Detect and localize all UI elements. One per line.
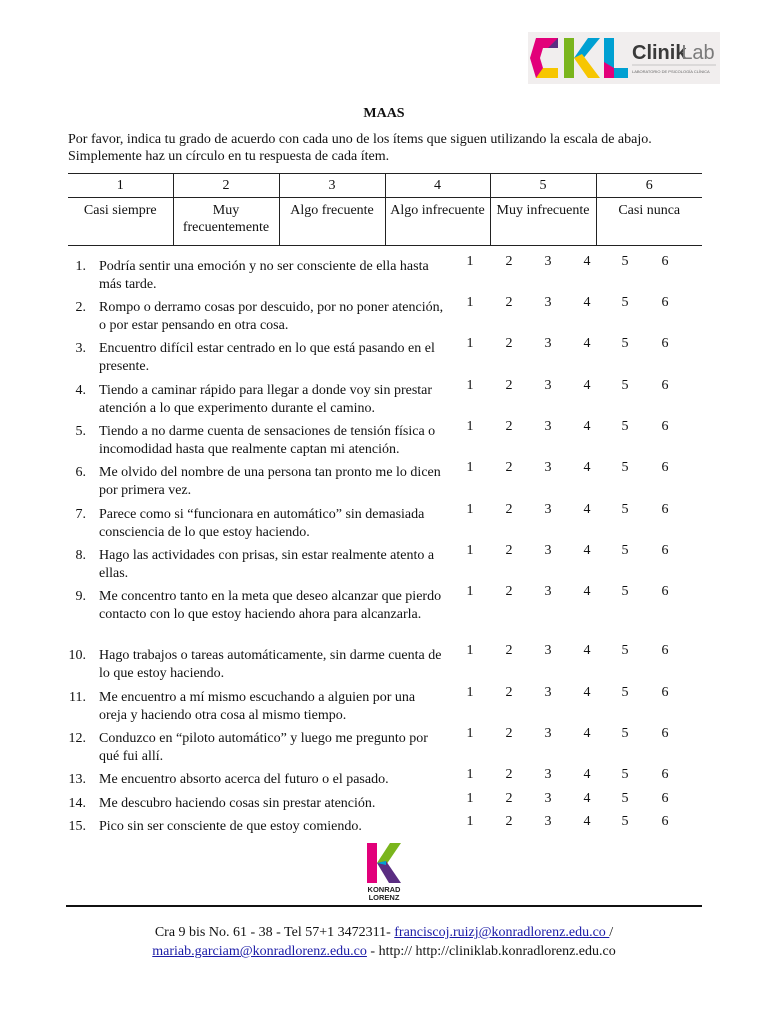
response-option[interactable]: 3 (544, 502, 552, 517)
response-option[interactable]: 6 (661, 336, 669, 351)
response-option[interactable]: 2 (505, 643, 513, 658)
scale-number: 5 (490, 174, 596, 198)
item-number: 14. (68, 796, 86, 811)
response-option[interactable]: 3 (544, 584, 552, 599)
response-option[interactable]: 6 (661, 378, 669, 393)
konrad-logo-line1: KONRAD (367, 885, 401, 894)
response-option[interactable]: 5 (621, 643, 629, 658)
response-option[interactable]: 1 (466, 419, 474, 434)
response-option[interactable]: 5 (621, 419, 629, 434)
response-option[interactable]: 2 (505, 378, 513, 393)
instructions-line-1: Por favor, indica tu grado de acuerdo con cada uno de los ítems que siguen utilizando la escala de abajo. (68, 132, 652, 147)
response-option[interactable]: 5 (621, 791, 629, 806)
response-option[interactable]: 4 (583, 726, 591, 741)
scale-number: 3 (279, 174, 385, 198)
response-option[interactable]: 3 (544, 543, 552, 558)
item-number: 9. (75, 589, 86, 604)
scale-labels-row (68, 198, 702, 246)
response-option[interactable]: 2 (505, 543, 513, 558)
response-option[interactable]: 1 (466, 814, 474, 829)
item-text: Pico sin ser consciente de que estoy comiendo. (99, 819, 362, 834)
item-number: 3. (75, 341, 86, 356)
response-option[interactable]: 3 (544, 419, 552, 434)
response-option[interactable]: 6 (661, 502, 669, 517)
response-option[interactable]: 1 (466, 336, 474, 351)
response-option[interactable]: 3 (544, 254, 552, 269)
item-number: 5. (75, 424, 86, 439)
item-text: Encuentro difícil estar centrado en lo que está pasando en el presente. (99, 341, 435, 374)
response-option[interactable]: 6 (661, 726, 669, 741)
response-option[interactable]: 5 (621, 336, 629, 351)
cliniklab-logo-graphic (528, 32, 720, 84)
response-option[interactable]: 1 (466, 791, 474, 806)
response-option[interactable]: 4 (583, 543, 591, 558)
response-option[interactable]: 2 (505, 336, 513, 351)
scale-number: 6 (596, 174, 702, 198)
response-option[interactable]: 6 (661, 254, 669, 269)
item-text: Tiendo a no darme cuenta de sensaciones de tensión física o incomodidad hasta que realmente captan mi atención. (99, 424, 436, 457)
rating-scale-table (68, 173, 702, 246)
cliniklab-logo (528, 32, 720, 84)
response-option[interactable]: 1 (466, 543, 474, 558)
item-text: Hago las actividades con prisas, sin estar realmente atento a ellas. (99, 548, 435, 581)
item-number: 11. (69, 690, 86, 705)
response-option[interactable]: 3 (544, 726, 552, 741)
item-text: Conduzco en “piloto automático” y luego me pregunto por qué fui allí. (99, 731, 428, 764)
scale-number: 4 (385, 174, 490, 198)
footer-website: - http:// http://cliniklab.konradlorenz.edu.co (366, 944, 616, 959)
response-option[interactable]: 5 (621, 767, 629, 782)
response-option[interactable]: 2 (505, 460, 513, 475)
item-text: Me concentro tanto en la meta que deseo alcanzar que pierdo contacto con lo que estoy haciendo ahora para alcanzarla. (99, 589, 442, 622)
response-option[interactable]: 2 (505, 502, 513, 517)
response-option[interactable]: 4 (583, 584, 591, 599)
response-option[interactable]: 1 (466, 502, 474, 517)
item-text: Me olvido del nombre de una persona tan pronto me lo dicen por primera vez. (99, 465, 441, 498)
response-option[interactable]: 3 (544, 685, 552, 700)
scale-label: Muy frecuentemente (173, 198, 279, 246)
footer-divider (66, 905, 702, 907)
item-text: Me encuentro a mí mismo escuchando a alguien por una oreja y haciendo otra cosa al mismo tiempo. (99, 690, 416, 723)
response-option[interactable]: 2 (505, 584, 513, 599)
response-option[interactable]: 4 (583, 685, 591, 700)
footer-line-1 (0, 923, 768, 942)
item-number: 7. (75, 507, 86, 522)
response-option[interactable]: 6 (661, 419, 669, 434)
response-option[interactable]: 5 (621, 460, 629, 475)
response-option[interactable]: 2 (505, 419, 513, 434)
item-number: 15. (68, 819, 86, 834)
item-number: 12. (68, 731, 86, 746)
response-option[interactable]: 1 (466, 767, 474, 782)
scale-number: 2 (173, 174, 279, 198)
response-option[interactable]: 5 (621, 543, 629, 558)
item-number: 13. (68, 772, 86, 787)
logo-name-prefix: Clinik (632, 42, 687, 64)
konrad-logo-line2: LORENZ (368, 893, 400, 902)
email-link-1[interactable]: franciscoj.ruizj@konradlorenz.edu.co (394, 925, 610, 940)
footer-address: Cra 9 bis No. 61 - 38 - Tel 57+1 3472311- (154, 925, 395, 940)
response-option[interactable]: 3 (544, 791, 552, 806)
response-option[interactable]: 3 (544, 336, 552, 351)
response-option[interactable]: 6 (661, 685, 669, 700)
response-option[interactable]: 5 (621, 584, 629, 599)
item-number: 4. (75, 383, 86, 398)
scale-label: Casi siempre (68, 198, 173, 246)
response-option[interactable]: 1 (466, 726, 474, 741)
response-option[interactable]: 1 (466, 295, 474, 310)
logo-k-shape (564, 38, 574, 78)
response-option[interactable]: 3 (544, 460, 552, 475)
response-option[interactable]: 4 (583, 419, 591, 434)
footer-separator: / (609, 925, 614, 940)
response-option[interactable]: 2 (505, 791, 513, 806)
response-option[interactable]: 6 (661, 643, 669, 658)
response-option[interactable]: 1 (466, 584, 474, 599)
response-option[interactable]: 4 (583, 814, 591, 829)
response-option[interactable]: 5 (621, 254, 629, 269)
response-option[interactable]: 1 (466, 254, 474, 269)
response-option[interactable]: 5 (621, 502, 629, 517)
scale-label: Muy infrecuente (490, 198, 596, 246)
logo-name-suffix: Lab (681, 42, 715, 64)
response-option[interactable]: 1 (466, 685, 474, 700)
response-option[interactable]: 4 (583, 502, 591, 517)
response-option[interactable]: 2 (505, 295, 513, 310)
response-option[interactable]: 5 (621, 378, 629, 393)
email-link-2[interactable]: mariab.garciam@konradlorenz.edu.co (152, 944, 367, 959)
response-option[interactable]: 6 (661, 791, 669, 806)
scale-label: Algo frecuente (279, 198, 385, 246)
footer (0, 923, 768, 961)
scale-label: Casi nunca (596, 198, 702, 246)
footer-line-2 (0, 942, 768, 961)
logo-subtitle: LABORATORIO DE PSICOLOGÍA CLÍNICA (632, 69, 710, 74)
instructions (68, 131, 708, 165)
item-text: Podría sentir una emoción y no ser consciente de ella hasta más tarde. (99, 259, 429, 292)
item-text: Hago trabajos o tareas automáticamente, sin darme cuenta de lo que estoy haciendo. (99, 648, 442, 681)
scale-label: Algo infrecuente (385, 198, 490, 246)
response-option[interactable]: 5 (621, 814, 629, 829)
konrad-lorenz-logo (364, 843, 404, 903)
response-option[interactable]: 5 (621, 685, 629, 700)
response-option[interactable]: 3 (544, 378, 552, 393)
response-option[interactable]: 2 (505, 685, 513, 700)
item-text: Me descubro haciendo cosas sin prestar atención. (99, 796, 376, 811)
scale-number: 1 (68, 174, 173, 198)
response-option[interactable]: 4 (583, 460, 591, 475)
response-option[interactable]: 3 (544, 814, 552, 829)
item-text: Me encuentro absorto acerca del futuro o el pasado. (99, 772, 389, 787)
response-option[interactable]: 6 (661, 584, 669, 599)
response-option[interactable]: 6 (661, 460, 669, 475)
response-option[interactable]: 1 (466, 378, 474, 393)
item-number: 6. (75, 465, 86, 480)
response-option[interactable]: 6 (661, 295, 669, 310)
response-option[interactable]: 6 (661, 814, 669, 829)
response-option[interactable]: 4 (583, 767, 591, 782)
instructions-line-2: Simplemente haz un círculo en tu respuesta de cada ítem. (68, 149, 390, 164)
response-option[interactable]: 3 (544, 643, 552, 658)
response-option[interactable]: 2 (505, 767, 513, 782)
response-option[interactable]: 3 (544, 295, 552, 310)
item-number: 8. (75, 548, 86, 563)
response-option[interactable]: 2 (505, 814, 513, 829)
response-option[interactable]: 4 (583, 791, 591, 806)
item-text: Rompo o derramo cosas por descuido, por no poner atención, o por estar pensando en otra cosa. (99, 300, 444, 333)
response-option[interactable]: 1 (466, 643, 474, 658)
item-number: 10. (68, 648, 86, 663)
response-option[interactable]: 2 (505, 726, 513, 741)
response-option[interactable]: 4 (583, 336, 591, 351)
response-option[interactable]: 1 (466, 460, 474, 475)
item-text: Tiendo a caminar rápido para llegar a donde voy sin prestar atención a lo que experimento durante el camino. (99, 383, 433, 416)
response-option[interactable]: 4 (583, 295, 591, 310)
response-option[interactable]: 4 (583, 643, 591, 658)
scale-numbers-row (68, 174, 702, 198)
item-text: Parece como si “funcionara en automático” sin demasiada consciencia de lo que estoy haciendo. (99, 507, 425, 540)
response-option[interactable]: 6 (661, 767, 669, 782)
response-option[interactable]: 4 (583, 254, 591, 269)
response-option[interactable]: 5 (621, 295, 629, 310)
response-option[interactable]: 2 (505, 254, 513, 269)
item-number: 1. (75, 259, 86, 274)
page-title: MAAS (363, 106, 405, 121)
item-number: 2. (75, 300, 86, 315)
response-option[interactable]: 5 (621, 726, 629, 741)
response-option[interactable]: 4 (583, 378, 591, 393)
response-option[interactable]: 3 (544, 767, 552, 782)
konrad-lorenz-logo-graphic (364, 843, 404, 903)
response-option[interactable]: 6 (661, 543, 669, 558)
